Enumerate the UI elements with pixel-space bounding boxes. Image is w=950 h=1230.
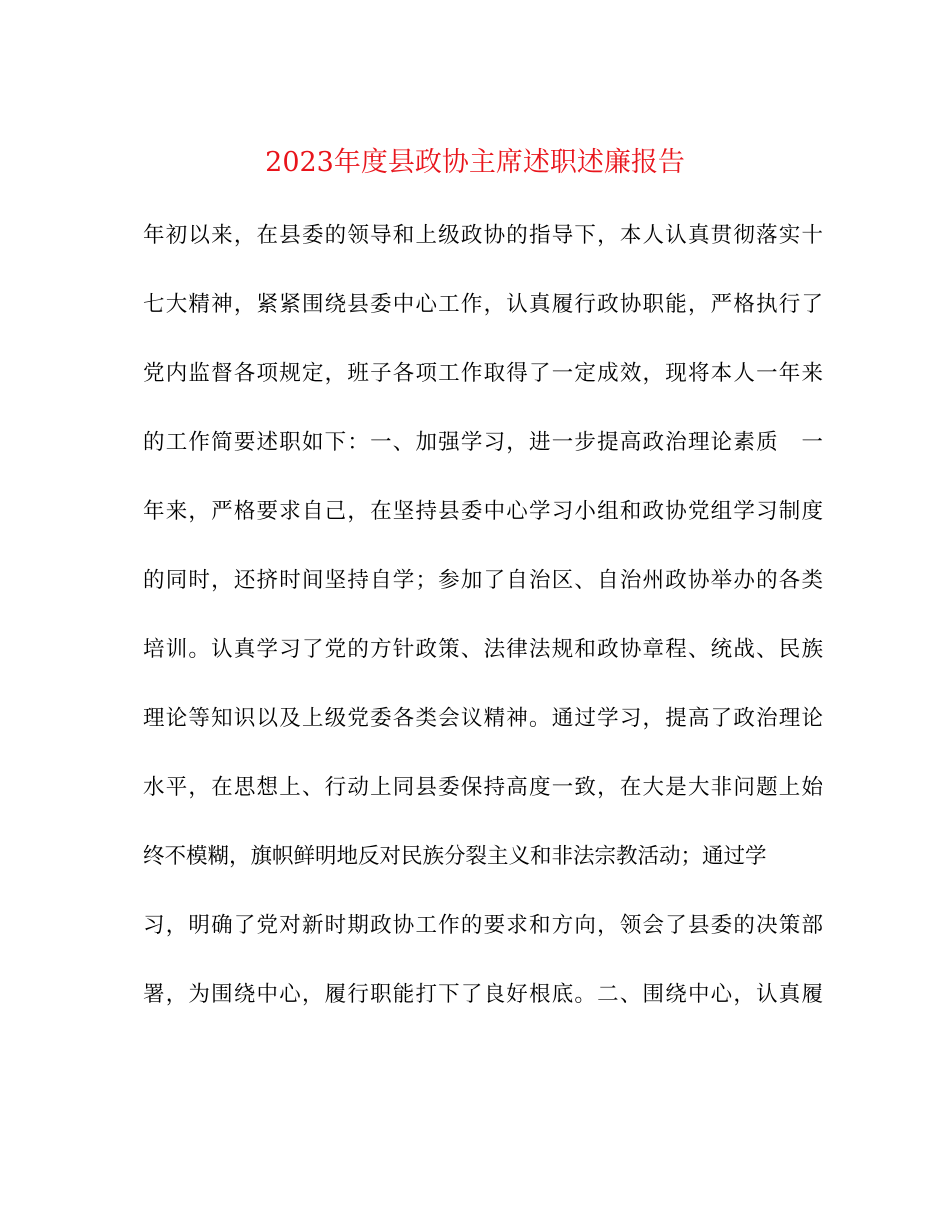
body-line: 年初以来，在县委的领导和上级政协的指导下，本人认真贯彻落实十 bbox=[143, 223, 823, 248]
document-title: 2023年度县政协主席述职述廉报告 bbox=[265, 147, 685, 178]
body-line: 培训。认真学习了党的方针政策、法律法规和政协章程、统战、民族 bbox=[143, 637, 823, 662]
body-line: 署，为围绕中心，履行职能打下了良好根底。二、围绕中心，认真履 bbox=[143, 982, 823, 1007]
body-line: 年来，严格要求自己，在坚持县委中心学习小组和政协党组学习制度 bbox=[143, 499, 823, 524]
document-body bbox=[143, 218, 823, 1046]
body-line: 终不模糊，旗帜鲜明地反对民族分裂主义和非法宗教活动；通过学 bbox=[143, 844, 767, 869]
body-line: 理论等知识以及上级党委各类会议精神。通过学习，提高了政治理论 bbox=[143, 706, 823, 731]
body-line: 党内监督各项规定，班子各项工作取得了一定成效，现将本人一年来 bbox=[143, 361, 823, 386]
body-line: 的同时，还挤时间坚持自学；参加了自治区、自治州政协举办的各类 bbox=[143, 568, 823, 593]
body-line: 的工作简要述职如下：一、加强学习，进一步提高政治理论素质 一 bbox=[143, 430, 823, 455]
body-line: 习，明确了党对新时期政协工作的要求和方向，领会了县委的决策部 bbox=[143, 913, 823, 938]
body-line: 七大精神，紧紧围绕县委中心工作，认真履行政协职能，严格执行了 bbox=[143, 292, 823, 317]
body-line: 水平，在思想上、行动上同县委保持高度一致，在大是大非问题上始 bbox=[143, 775, 823, 800]
